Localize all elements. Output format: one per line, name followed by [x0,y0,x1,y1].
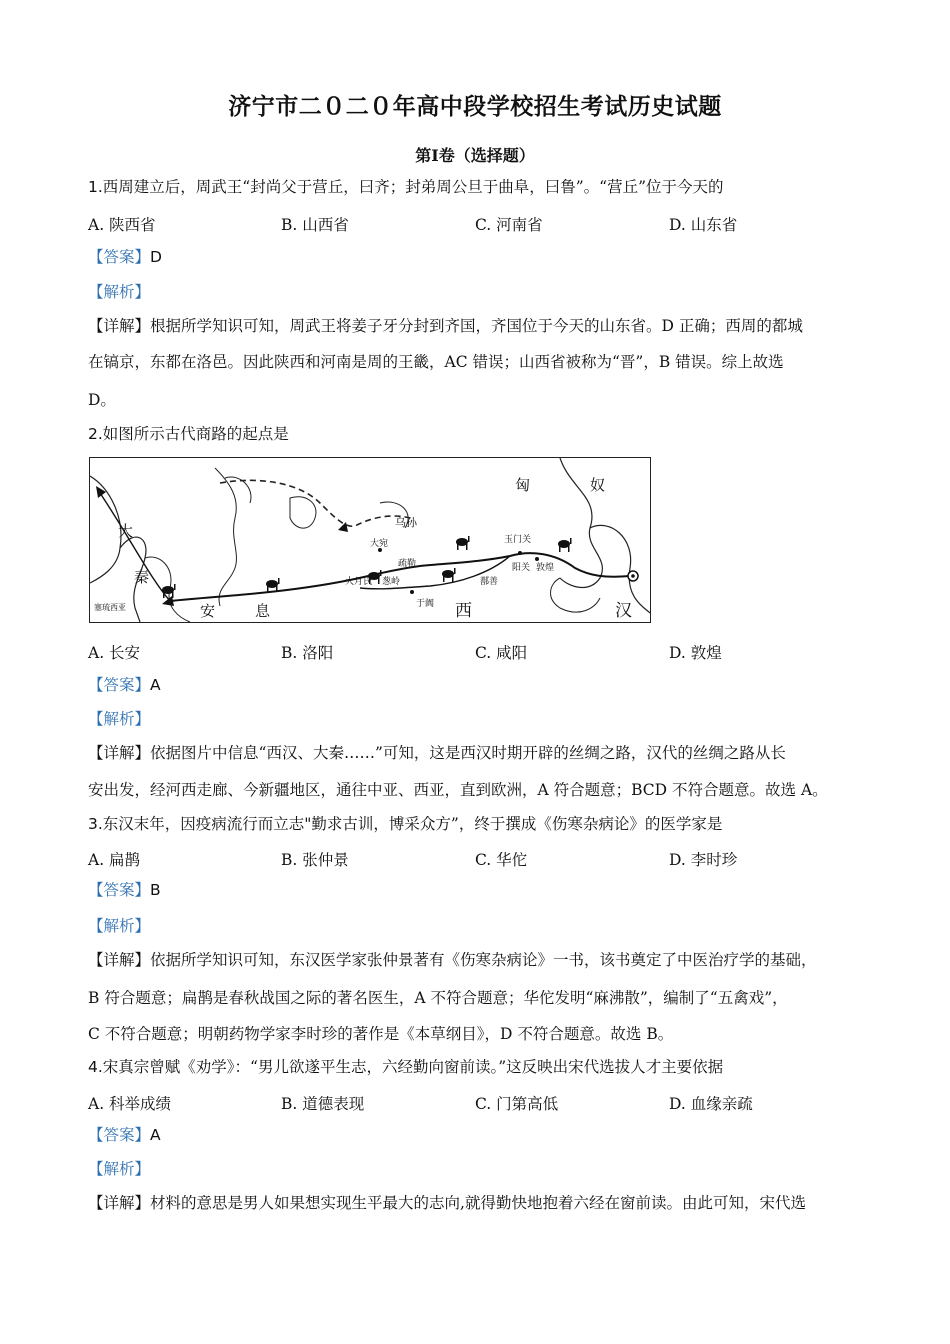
map-label-an: 安 [200,602,216,620]
lake-outline [225,477,251,503]
question-1-detail-line: 在镐京，东都在洛邑。因此陕西和河南是周的王畿，AC 错误；山西省被称为“晋”，B 错误。综上故选 [88,353,784,371]
question-1-answer [88,247,878,267]
answer-value: D [150,248,162,266]
question-text: 如图所示古代商路的起点是 [102,425,289,443]
question-4-options [88,1092,878,1112]
question-1-options [88,213,878,233]
start-point-dot [631,574,635,578]
answer-tag: 【答案】 [88,881,151,899]
option-d: D. 敦煌 [669,644,722,662]
question-4-analysis [88,1159,878,1179]
map-label-da: 大 [118,522,134,540]
map-label-yuezhi: 大月氏 [345,577,373,587]
map-label-alexandria: 塞琉西亚 [94,603,126,612]
question-2-detail-line: 安出发，经河西走廊、今新疆地区，通往中亚、西亚，直到欧洲，A 符合题意；BCD 不符合题意。故选 A。 [88,781,828,799]
question-text: 宋真宗曾赋《劝学》：“男儿欲遂平生志，六经勤向窗前读。”这反映出宋代选拔人才主要依据 [102,1058,724,1076]
question-3-analysis [88,916,878,936]
map-label-yangguan: 阳关 [512,563,531,573]
option-c: C. 门第高低 [475,1095,559,1113]
question-2-options [88,641,878,661]
detail-text: 依据图片中信息“西汉、大秦……”可知，这是西汉时期开辟的丝绸之路，汉代的丝绸之路从长 [150,744,786,762]
map-label-shule: 疏勒 [398,559,417,569]
question-1-analysis [88,282,878,302]
city-marker [410,590,414,594]
analysis-tag: 【解析】 [88,1160,151,1178]
arrow-head-icon [338,522,348,532]
map-label-xi: 息 [255,602,271,620]
question-1-detail-line: D。 [88,391,116,409]
question-4-answer [88,1125,878,1145]
lake-outline [290,497,316,528]
question-3-detail-line [88,950,878,970]
detail-text: 根据所学知识可知，周武王将姜子牙分封到齐国，齐国位于今天的山东省。D 正确；西周的都城 [150,317,803,335]
question-4-stem [88,1057,878,1077]
map-label-xi2: 西 [455,601,472,621]
question-1-stem [88,177,878,197]
option-c: C. 河南省 [475,216,543,234]
question-3-options [88,848,878,868]
option-d: D. 血缘亲疏 [669,1095,753,1113]
silk-road-map-svg [90,458,650,622]
answer-tag: 【答案】 [88,248,151,266]
silk-road-map [89,457,651,623]
analysis-tag: 【解析】 [88,283,151,301]
section-heading: 第Ⅰ卷（选择题） [415,146,535,165]
camel-icon [266,578,280,592]
map-label-han: 汉 [615,601,632,621]
detail-text: 依据所学知识可知，东汉医学家张仲景著有《伤寒杂病论》一书，该书奠定了中医治疗学的基础， [150,951,817,969]
question-number: 1. [88,178,103,196]
question-2-analysis [88,709,878,729]
option-b: B. 道德表现 [281,1095,365,1113]
map-label-dunhuang: 敦煌 [536,563,555,573]
map-label-congling: 葱岭 [382,577,401,587]
answer-value: A [150,676,161,694]
question-3-detail-line: B 符合题意；扁鹊是春秋战国之际的著名医生，A 不符合题意；华佗发明“麻沸散”，编制了“五禽戏”， [88,989,788,1007]
map-label-shanshan: 鄯善 [480,577,499,587]
option-d: D. 山东省 [669,216,738,234]
camel-icon [456,536,470,550]
option-a: A. 扁鹊 [88,851,141,869]
answer-tag: 【答案】 [88,1126,151,1144]
question-3-answer [88,880,878,900]
coastline [551,578,600,612]
map-label-qin: 秦 [134,568,150,586]
detail-tag: 【详解】 [88,317,151,335]
question-2-answer [88,675,878,695]
answer-value: A [150,1126,161,1144]
answer-value: B [150,881,161,899]
city-marker [535,557,539,561]
question-number: 4. [88,1058,103,1076]
analysis-tag: 【解析】 [88,917,151,935]
detail-tag: 【详解】 [88,1194,151,1212]
city-marker [518,551,522,555]
camel-icon [442,568,456,582]
answer-tag: 【答案】 [88,676,151,694]
camel-icon [558,538,572,552]
option-b: B. 山西省 [281,216,349,234]
exam-title: 济宁市二０二０年高中段学校招生考试历史试题 [228,93,722,120]
option-d: D. 李时珍 [669,851,738,869]
question-2-detail-line [88,743,878,763]
option-c: C. 华佗 [475,851,528,869]
map-label-yutian: 于阗 [416,599,435,609]
coastline [215,468,236,606]
question-4-detail-line [88,1193,878,1213]
option-a: A. 陕西省 [88,216,156,234]
map-label-dawan: 大宛 [370,539,389,549]
detail-tag: 【详解】 [88,744,151,762]
map-label-xiongnu-2: 奴 [590,476,606,494]
option-a: A. 科举成绩 [88,1095,172,1113]
question-number: 3. [88,815,103,833]
detail-text: 材料的意思是男人如果想实现生平最大的志向,就得勤快地抱着六经在窗前读。由此可知，宋代选 [150,1194,806,1212]
question-text: 东汉末年，因疫病流行而立志"勤求古训，博采众方”，终于撰成《伤寒杂病论》的医学家是 [102,815,723,833]
question-1-detail-line [88,316,878,336]
detail-tag: 【详解】 [88,951,151,969]
question-2-stem [88,424,878,444]
question-3-stem [88,814,878,834]
map-label-yumenguan: 玉门关 [504,535,532,545]
map-label-wusun: 乌孙 [395,516,417,529]
question-text: 西周建立后，周武王“封尚父于营丘，曰齐；封弟周公旦于曲阜，曰鲁”。“营丘”位于今天的 [102,178,724,196]
analysis-tag: 【解析】 [88,710,151,728]
question-number: 2. [88,425,103,443]
option-b: B. 张仲景 [281,851,349,869]
map-label-xiongnu-1: 匈 [515,476,531,494]
option-b: B. 洛阳 [281,644,334,662]
option-c: C. 咸阳 [475,644,528,662]
question-3-detail-line: C 不符合题意；明朝药物学家李时珍的著作是《本草纲目》，D 不符合题意。故选 B。 [88,1025,674,1043]
option-a: A. 长安 [88,644,141,662]
